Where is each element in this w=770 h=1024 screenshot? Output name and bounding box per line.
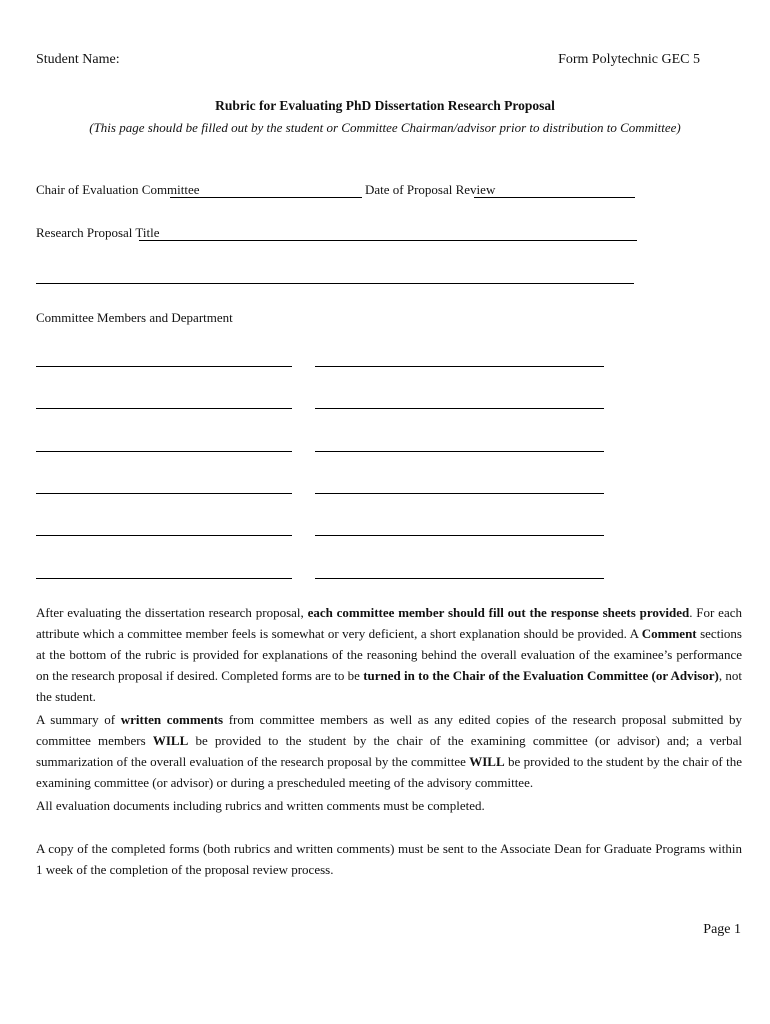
date-field[interactable] [474, 197, 635, 198]
member-department-field-4[interactable] [315, 493, 604, 494]
member-department-field-2[interactable] [315, 408, 604, 409]
proposal-title-field-line-2[interactable] [36, 283, 634, 284]
instructions-paragraph-1: After evaluating the dissertation research proposal, each committee member should fill out the response sheets provided. For each attribute which a committee member feels is somewhat or very deficient, a short explanation should be provided. A Comment sections at the bottom of the rubric is provided for explanations of the reasoning behind the overall evaluation of the examinee’s performance on the research proposal if desired. Completed forms are to be turned in to the Chair of the Evaluation Committee (or Advisor), not the student. [36, 605, 742, 704]
subtitle-text: This page should be filled out by the student or Committee Chairman/advisor prior to distribution to Committee [93, 120, 677, 135]
member-name-field-2[interactable] [36, 408, 292, 409]
page-subtitle: (This page should be filled out by the student or Committee Chairman/advisor prior to distribution to Committee) [89, 120, 681, 135]
member-name-field-4[interactable] [36, 493, 292, 494]
date-label: Date of Proposal Review [365, 182, 496, 197]
member-department-field-6[interactable] [315, 578, 604, 579]
page-title: Rubric for Evaluating PhD Dissertation Research Proposal [215, 98, 555, 113]
member-name-field-5[interactable] [36, 535, 292, 536]
proposal-title-label: Research Proposal Title [36, 225, 160, 240]
student-name-label: Student Name: [36, 52, 120, 67]
member-department-field-3[interactable] [315, 451, 604, 452]
page-number: Page 1 [703, 922, 741, 937]
member-department-field-5[interactable] [315, 535, 604, 536]
instructions-paragraph-3: All evaluation documents including rubrics and written comments must be completed. [36, 798, 485, 813]
form-id: Form Polytechnic GEC 5 [558, 52, 700, 67]
committee-members-label: Committee Members and Department [36, 310, 233, 325]
instructions-paragraph-4: A copy of the completed forms (both rubrics and written comments) must be sent to the Associate Dean for Graduate Programs within 1 week of the completion of the proposal review process. [36, 841, 742, 877]
member-name-field-1[interactable] [36, 366, 292, 367]
member-name-field-6[interactable] [36, 578, 292, 579]
instructions-paragraph-2: A summary of written comments from committee members as well as any edited copies of the research proposal submitted by committee members WILL be provided to the student by the chair of the examining committee (or advisor) and; a verbal summarization of the overall evaluation of the research proposal by the committee WILL be provided to the student by the chair of the examining committee (or advisor) or during a prescheduled meeting of the advisory committee. [36, 712, 742, 790]
proposal-title-field[interactable] [139, 240, 637, 241]
chair-label: Chair of Evaluation Committee [36, 182, 200, 197]
chair-field[interactable] [170, 197, 362, 198]
member-department-field-1[interactable] [315, 366, 604, 367]
member-name-field-3[interactable] [36, 451, 292, 452]
